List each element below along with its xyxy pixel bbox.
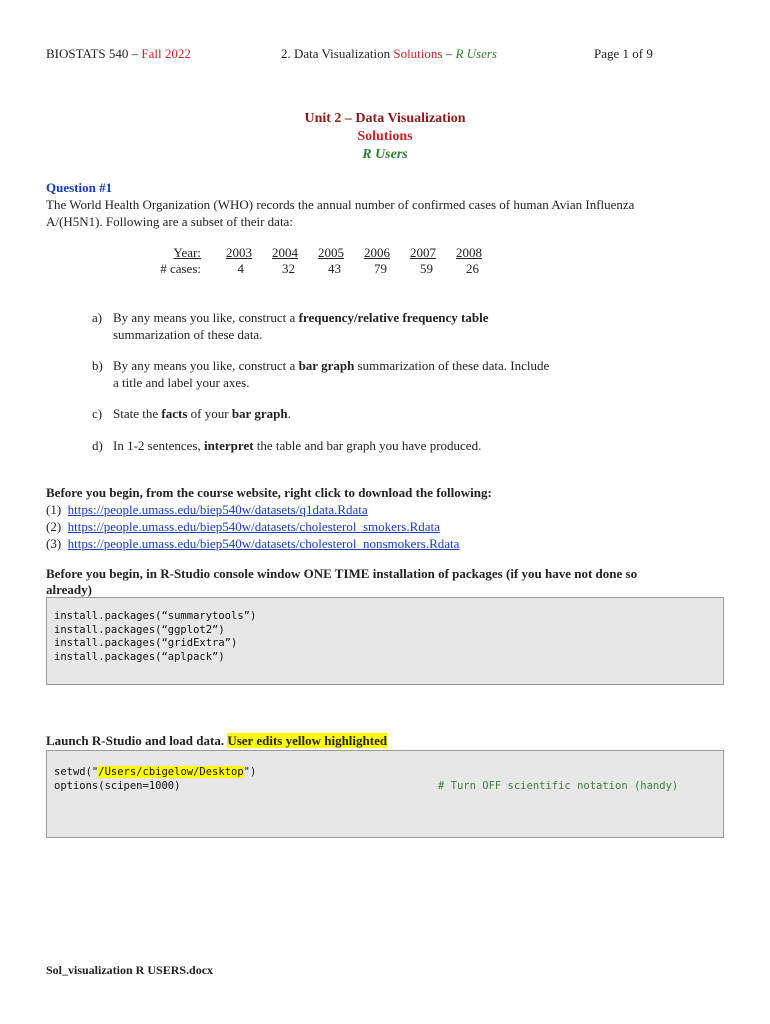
download-links [46, 501, 459, 552]
item-text: . [287, 406, 291, 421]
item-letter: d) [92, 438, 103, 453]
item-bold: frequency/relative frequency table [298, 310, 489, 325]
question-intro [46, 196, 686, 230]
item-text: By any means you like, construct a [113, 310, 299, 325]
list-item [46, 518, 459, 535]
data-table [145, 245, 482, 277]
item-text: of your [187, 406, 232, 421]
code-line: install.packages(“gridExtra”) [54, 637, 238, 649]
page-subtitle-r-users: R Users [362, 147, 408, 162]
year-cell: 2006 [364, 245, 390, 260]
launch-highlight: User edits yellow highlighted [227, 733, 388, 748]
code-text: ") [243, 766, 257, 778]
header-course-text: BIOSTATS 540 – [46, 46, 142, 61]
item-bold: bar graph [231, 406, 288, 421]
item-text: In 1-2 sentences, [113, 438, 204, 453]
cases-cell: 43 [328, 261, 341, 276]
header-r-users: R Users [455, 46, 497, 61]
question-intro-line1: The World Health Organization (WHO) records the annual number of confirmed cases of human Avian Influenza [46, 197, 635, 212]
list-item-c [0, 405, 640, 422]
year-label: Year: [173, 245, 201, 260]
question-intro-line2: A/(H5N1). Following are a subset of their data: [46, 214, 293, 229]
code-line: install.packages(“aplpack”) [54, 650, 225, 663]
link-num: (1) [46, 502, 62, 517]
header-dash: – [442, 46, 456, 61]
cases-label: # cases: [160, 261, 201, 276]
install-heading-line1: Before you begin, in R-Studio console window ONE TIME installation of packages (if you have not done so [46, 566, 638, 581]
question-heading: Question #1 [46, 180, 113, 195]
item-text: summarization of these data. Include [354, 358, 550, 373]
install-heading-line2: already) [46, 582, 92, 597]
item-text: the table and bar graph you have produced. [253, 438, 482, 453]
page-subtitle-solutions: Solutions [357, 129, 413, 144]
item-letter: b) [92, 358, 103, 373]
code-line: install.packages(“summarytools”) [54, 610, 257, 622]
link-cholesterol-nonsmokers[interactable]: https://people.umass.edu/biep540w/datasets/cholesterol_nonsmokers.Rdata [67, 536, 460, 551]
cases-cell: 26 [466, 261, 479, 276]
year-cell: 2007 [410, 245, 436, 260]
cases-cell: 59 [420, 261, 433, 276]
item-text: State the [113, 406, 162, 421]
year-cell: 2003 [226, 245, 252, 260]
item-line2: summarization of these data. [113, 327, 263, 342]
list-item-d [0, 437, 640, 454]
year-cell: 2008 [456, 245, 482, 260]
table-row-cases [145, 261, 482, 277]
header-term: Fall 2022 [141, 46, 191, 61]
install-heading [46, 566, 637, 598]
link-num: (3) [46, 536, 62, 551]
code-highlight-path: /Users/cbigelow/Desktop [98, 766, 244, 778]
code-line-options [54, 780, 716, 794]
page-title: Unit 2 – Data Visualization [304, 111, 466, 126]
download-heading: Before you begin, from the course website, right click to download the following: [46, 485, 492, 500]
footer-filename: Sol_visualization R USERS.docx [46, 963, 214, 977]
code-comment: # Turn OFF scientific notation (handy) [438, 779, 679, 792]
header-unit [281, 46, 497, 62]
cases-cell: 79 [374, 261, 387, 276]
header-page: Page 1 of 9 [594, 46, 653, 61]
year-cell: 2004 [272, 245, 298, 260]
header-solutions: Solutions [393, 46, 443, 61]
item-bold: interpret [203, 438, 254, 453]
item-text: By any means you like, construct a [113, 358, 299, 373]
code-text: setwd(" [54, 766, 99, 778]
cases-cell: 4 [237, 261, 244, 276]
header-course [46, 46, 191, 62]
install-code-block [46, 597, 724, 685]
code-text: options(scipen=1000) [54, 779, 181, 792]
item-letter: c) [92, 406, 103, 421]
item-bold: facts [161, 406, 188, 421]
code-line: install.packages(“ggplot2”) [54, 623, 225, 636]
link-cholesterol-smokers[interactable]: https://people.umass.edu/biep540w/datasets/cholesterol_smokers.Rdata [67, 519, 440, 534]
item-line2: a title and label your axes. [113, 375, 250, 390]
list-item [46, 535, 459, 552]
cases-cell: 32 [282, 261, 295, 276]
year-cell: 2005 [318, 245, 344, 260]
list-item-a [0, 309, 640, 343]
code-line-setwd [54, 766, 716, 780]
launch-heading [46, 733, 387, 749]
header-unit-text: 2. Data Visualization [281, 46, 394, 61]
item-bold: bar graph [298, 358, 355, 373]
launch-heading-text: Launch R-Studio and load data. [46, 733, 228, 748]
item-letter: a) [92, 310, 103, 325]
link-num: (2) [46, 519, 62, 534]
launch-code-block [46, 750, 724, 838]
list-item-b [0, 357, 640, 391]
list-item [46, 501, 459, 518]
link-q1data[interactable]: https://people.umass.edu/biep540w/datasets/q1data.Rdata [67, 502, 368, 517]
table-row-years [145, 245, 482, 261]
